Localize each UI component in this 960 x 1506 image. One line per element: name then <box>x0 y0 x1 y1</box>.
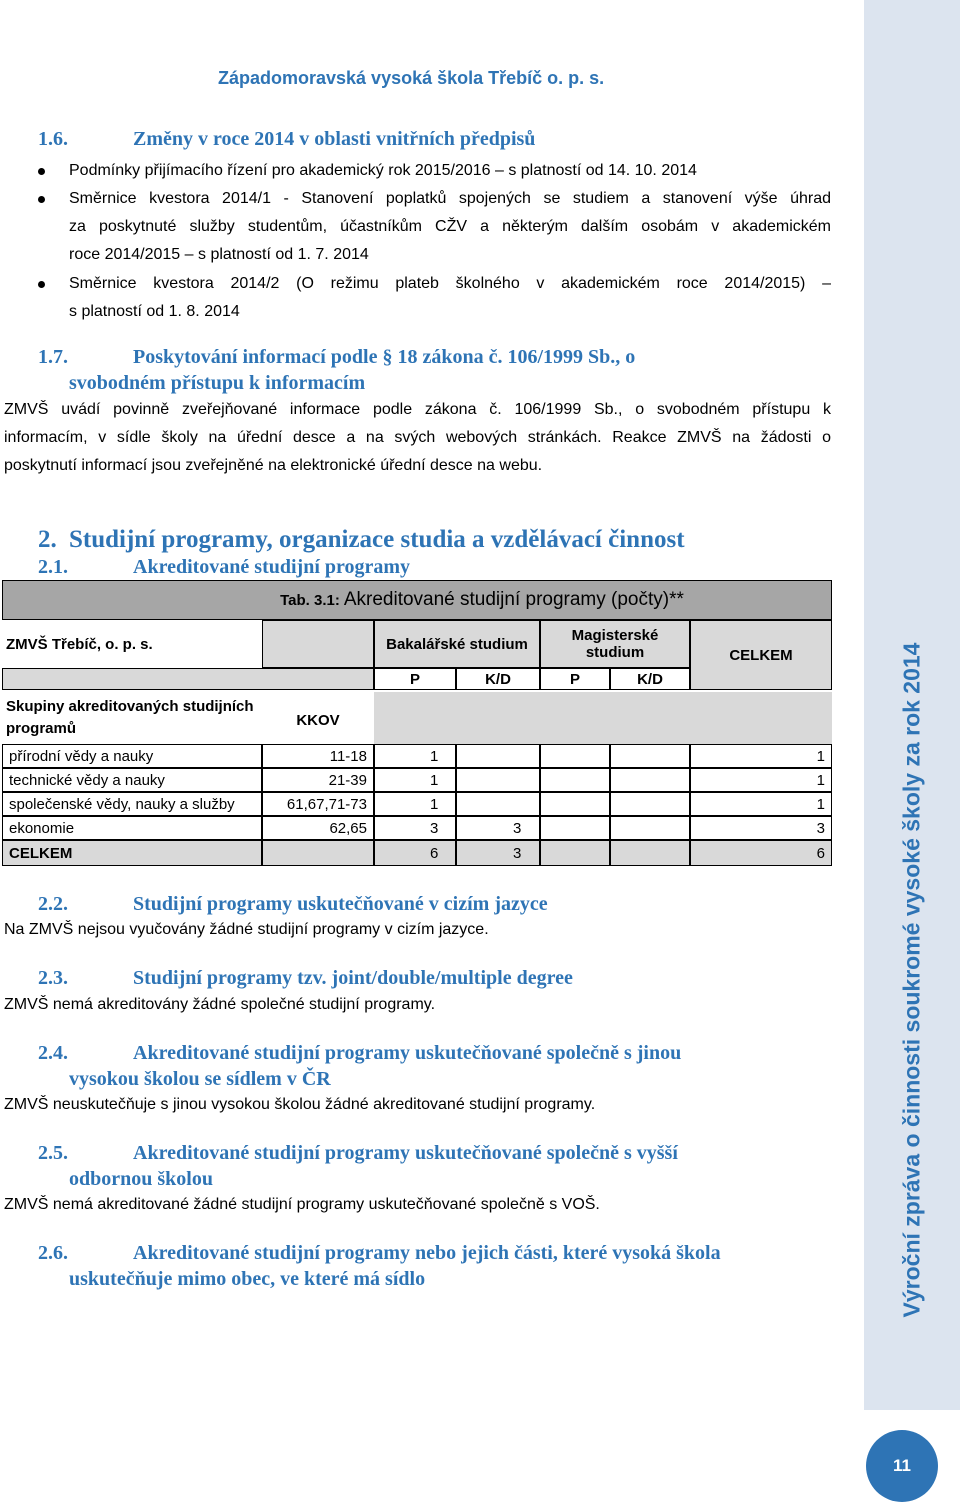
section-2-5-text: ZMVŠ nemá akreditované žádné studijní programy uskutečňované společně s VOŠ. <box>4 1196 600 1213</box>
row-total: 1 <box>690 768 832 792</box>
org-name: ZMVŠ Třebíč, o. p. s. <box>6 635 153 653</box>
row-total: 3 <box>690 816 832 840</box>
header-empty <box>2 668 374 690</box>
section-1-7-heading <box>38 346 838 374</box>
bullet-item <box>0 185 860 269</box>
row-mkd <box>610 768 690 792</box>
header-empty <box>262 620 374 668</box>
section-title: Změny v roce 2014 v oblasti vnitřních předpisů <box>133 128 536 150</box>
row-name: ekonomie <box>2 816 262 840</box>
caption-prefix: Tab. 3.1: <box>280 591 340 609</box>
section-title: Akreditované studijní programy uskutečňované společně s vyšší <box>133 1142 678 1164</box>
sub-kd: K/D <box>610 668 690 690</box>
section-number: 2.6. <box>38 1242 68 1264</box>
row-kkov: 62,65 <box>262 816 374 840</box>
section-number: 1.7. <box>38 346 68 368</box>
section-title-cont: odbornou školou <box>69 1168 213 1190</box>
row-mkd <box>610 792 690 816</box>
section-title: Akreditované studijní programy uskutečňované společně s jinou <box>133 1042 682 1064</box>
header-empty <box>690 692 832 744</box>
chapter-title: Studijní programy, organizace studia a vzdělávací činnost <box>69 526 685 553</box>
row-bkd <box>456 768 540 792</box>
section-2-3-text: ZMVŠ nemá akreditovány žádné společné studijní programy. <box>4 996 436 1013</box>
chapter-number: 2. <box>38 526 57 553</box>
total-row-mkd <box>610 840 690 866</box>
bullet-item <box>0 157 860 185</box>
groups-label: Skupiny akreditovaných studijních programů <box>6 698 254 737</box>
col-total: CELKEM <box>690 620 832 690</box>
row-mp <box>540 768 610 792</box>
section-title: Akreditované studijní programy nebo jejich části, které vysoká škola <box>133 1242 721 1264</box>
section-title-cont: vysokou školou se sídlem v ČR <box>69 1068 331 1090</box>
sub-p: P <box>540 668 610 690</box>
bullet-line: s platností od 1. 8. 2014 <box>69 303 240 320</box>
row-kkov: 11-18 <box>262 744 374 768</box>
row-mp <box>540 744 610 768</box>
page-number: 11 <box>866 1430 938 1502</box>
row-bp: 1 <box>374 792 456 816</box>
bullet-item <box>0 270 860 326</box>
row-bkd <box>456 792 540 816</box>
row-mp <box>540 792 610 816</box>
bullet-dot <box>38 281 45 288</box>
bullet-text <box>69 185 831 269</box>
section-number: 2.5. <box>38 1142 68 1164</box>
total-row-label: CELKEM <box>2 840 262 866</box>
total-row-mp <box>540 840 610 866</box>
bullet-dot <box>38 196 45 203</box>
sidebar-report-title: Výroční zpráva o činnosti soukromé vysoké školy za rok 2014 <box>898 642 925 1318</box>
section-number: 1.6. <box>38 128 68 150</box>
row-mkd <box>610 816 690 840</box>
section-1-7-paragraph <box>4 396 831 480</box>
section-number: 2.2. <box>38 893 68 915</box>
institution-header: Západomoravská vysoká škola Třebíč o. p. s. <box>218 68 605 88</box>
row-name: technické vědy a nauky <box>2 768 262 792</box>
total-row-bkd: 3 <box>456 840 540 866</box>
paragraph-line: ZMVŠ uvádí povinně zveřejňované informace podle zákona č. 106/1999 Sb., o svobodném přístupu k <box>4 401 831 418</box>
caption-text: Akreditované studijní programy (počty)** <box>343 589 684 610</box>
bullet-line: roce 2014/2015 – s platností od 1. 7. 2014 <box>69 246 369 263</box>
row-mkd <box>610 744 690 768</box>
row-kkov: 21-39 <box>262 768 374 792</box>
bullet-line: za poskytnuté služby studentům, účastníkům CŽV a některým dalším osobám v akademickém <box>69 218 831 235</box>
col-master: Magisterské studium <box>540 620 690 668</box>
programs-table <box>2 580 832 866</box>
table-caption <box>2 580 832 620</box>
section-2-6-heading <box>38 1242 838 1270</box>
section-2-5-heading <box>38 1142 838 1170</box>
bullet-text <box>69 270 831 326</box>
bullet-line: Směrnice kvestora 2014/1 - Stanovení poplatků spojených se studiem a stanovení výše úhrad <box>69 190 831 207</box>
chapter-2-heading <box>38 526 685 554</box>
paragraph-line: poskytnutí informací jsou zveřejněné na elektronické úřední desce na webu. <box>4 457 543 474</box>
row-bp: 3 <box>374 816 456 840</box>
row-mp <box>540 816 610 840</box>
col-bachelor: Bakalářské studium <box>374 620 540 668</box>
row-bp: 1 <box>374 768 456 792</box>
bullet-dot <box>38 168 45 175</box>
total-row-total: 6 <box>690 840 832 866</box>
section-title: Studijní programy uskutečňované v cizím jazyce <box>133 893 548 915</box>
row-bp: 1 <box>374 744 456 768</box>
section-title: Akreditované studijní programy <box>133 556 411 578</box>
total-row-kkov <box>262 840 374 866</box>
total-row-bp: 6 <box>374 840 456 866</box>
sub-p: P <box>374 668 456 690</box>
section-number: 2.4. <box>38 1042 68 1064</box>
sub-kd: K/D <box>456 668 540 690</box>
row-total: 1 <box>690 744 832 768</box>
section-title-cont: svobodném přístupu k informacím <box>69 372 366 394</box>
section-1-6-heading <box>38 128 838 156</box>
section-2-2-text: Na ZMVŠ nejsou vyučovány žádné studijní programy v cizím jazyce. <box>4 921 489 938</box>
bullet-line: Směrnice kvestora 2014/2 (O režimu plateb školného v akademickém roce 2014/2015) – <box>69 275 831 292</box>
paragraph-line: informacím, v sídle školy na úřední desce a na svých webových stránkách. Reakce ZMVŠ na žádosti o <box>4 429 831 446</box>
sidebar-band <box>864 0 960 1410</box>
kkov-label: KKOV <box>296 711 340 729</box>
section-2-4-heading <box>38 1042 838 1070</box>
row-total: 1 <box>690 792 832 816</box>
header-empty <box>374 692 690 744</box>
section-title: Poskytování informací podle § 18 zákona č. 106/1999 Sb., o <box>133 346 636 368</box>
row-name: společenské vědy, nauky a služby <box>2 792 262 816</box>
row-bkd <box>456 744 540 768</box>
section-number: 2.1. <box>38 556 68 578</box>
row-bkd: 3 <box>456 816 540 840</box>
section-2-4-text: ZMVŠ neuskutečňuje s jinou vysokou školou žádné akreditované studijní programy. <box>4 1096 596 1113</box>
bullet-text: Podmínky přijímacího řízení pro akademický rok 2015/2016 – s platností od 14. 10. 2014 <box>69 162 697 179</box>
row-name: přírodní vědy a nauky <box>2 744 262 768</box>
row-kkov: 61,67,71-73 <box>262 792 374 816</box>
section-title-cont: uskutečňuje mimo obec, ve které má sídlo <box>69 1268 426 1290</box>
section-title: Studijní programy tzv. joint/double/multiple degree <box>133 967 573 989</box>
section-number: 2.3. <box>38 967 68 989</box>
